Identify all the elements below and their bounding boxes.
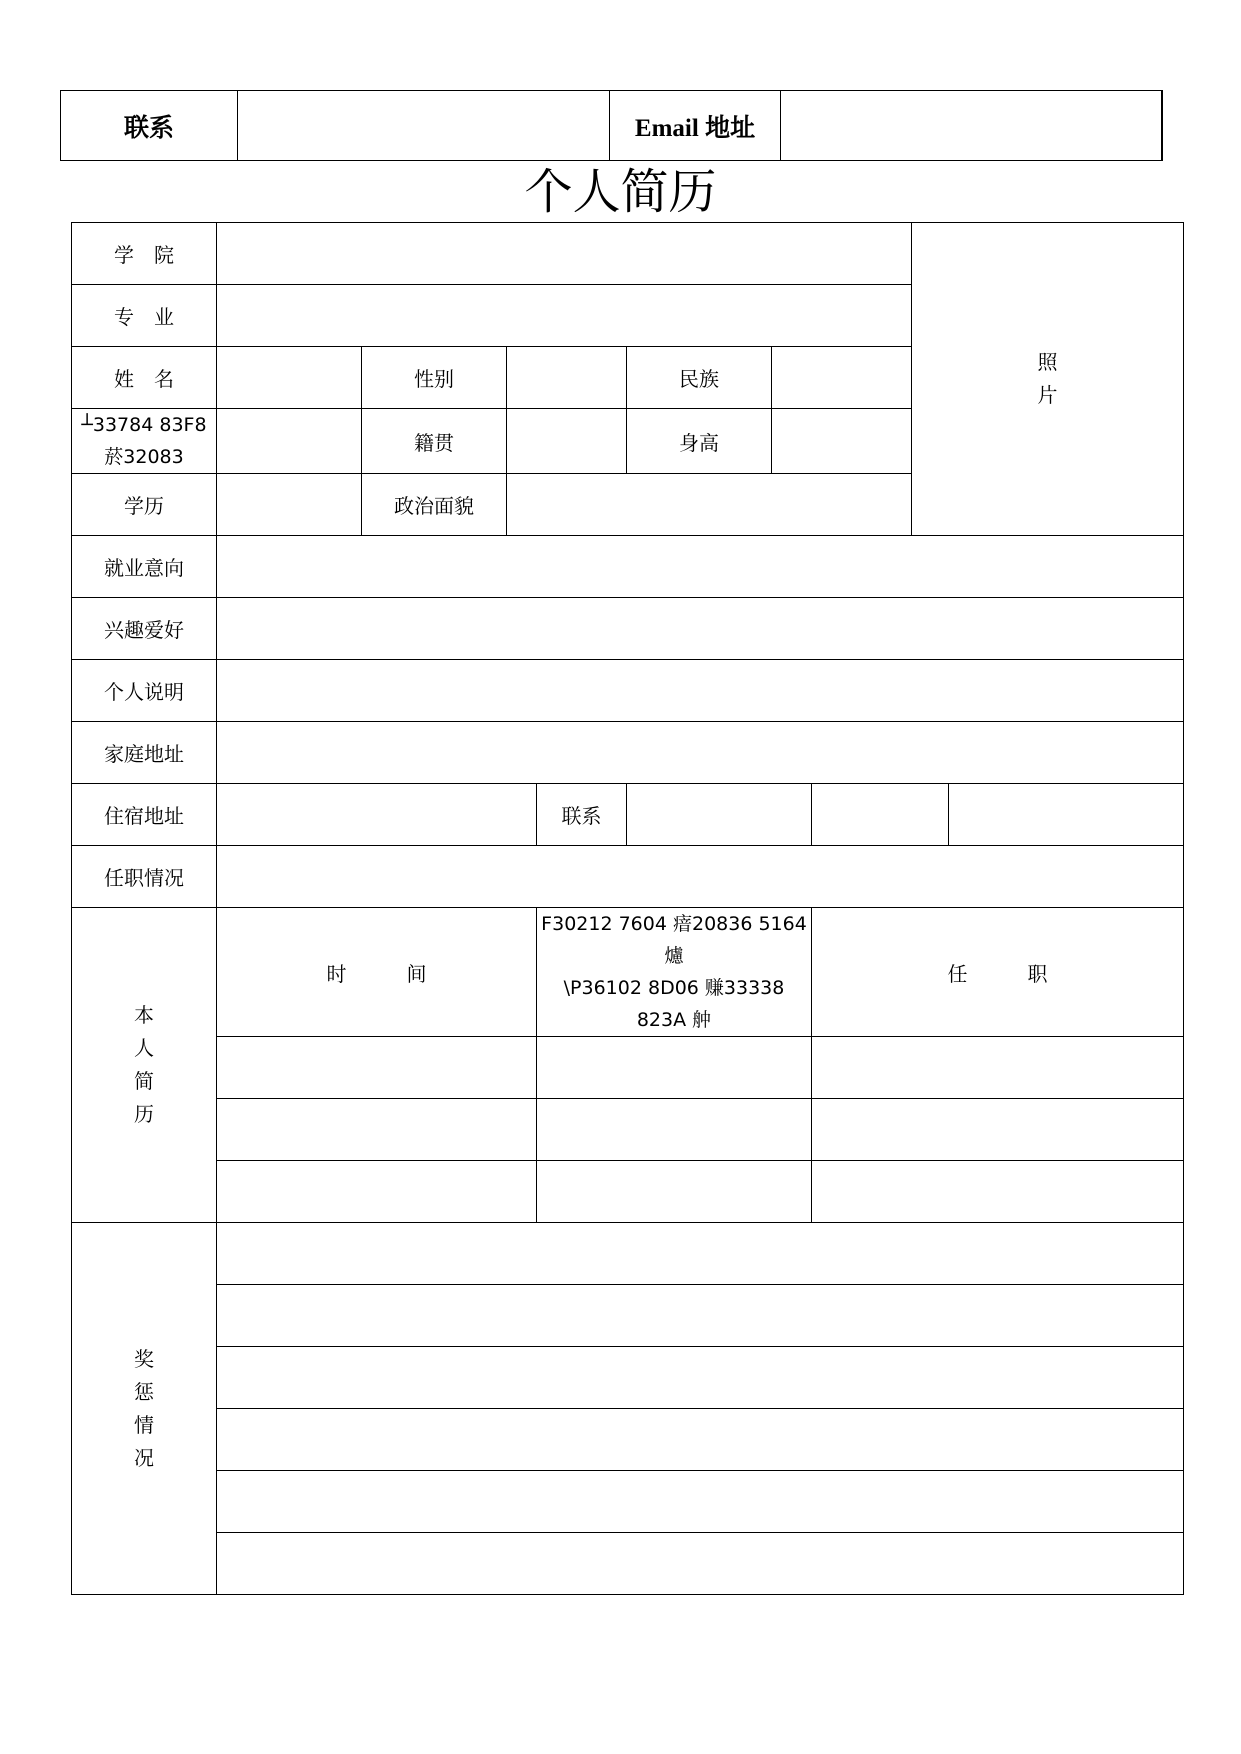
resume-row-3-position-cell[interactable]: [812, 1161, 1184, 1223]
dorm-contact-value-cell[interactable]: [627, 784, 812, 846]
awards-row-5-cell[interactable]: [217, 1471, 1184, 1533]
gender-value-cell[interactable]: [507, 347, 627, 409]
name-value-cell[interactable]: [217, 347, 362, 409]
college-value-cell[interactable]: [217, 223, 912, 285]
contact-value-cell[interactable]: [238, 91, 610, 161]
dorm-contact-extra-cell-1[interactable]: [812, 784, 949, 846]
awards-section-char-1: 奖: [134, 1346, 154, 1371]
education-value-cell[interactable]: [217, 474, 362, 536]
resume-section-char-1: 本: [134, 1003, 154, 1027]
birth-date-label-line1: ┴33784 83F8: [81, 414, 207, 436]
contact-label: 联系: [61, 91, 238, 161]
home-address-value-cell[interactable]: [217, 722, 1184, 784]
awards-section-char-3: 情: [134, 1412, 154, 1437]
major-label: 专 业: [72, 285, 217, 347]
resume-row-2-mid-cell[interactable]: [537, 1099, 812, 1161]
birth-date-value-cell[interactable]: [217, 409, 362, 474]
resume-table: [71, 222, 1184, 1595]
job-intention-label: 就业意向: [72, 536, 217, 598]
resume-mid-header: [537, 908, 812, 1037]
awards-section-char-4: 况: [134, 1445, 154, 1470]
resume-row-1-mid-cell[interactable]: [537, 1037, 812, 1099]
resume-row-1-position-cell[interactable]: [812, 1037, 1184, 1099]
resume-row-3-time-cell[interactable]: [217, 1161, 537, 1223]
political-status-value-cell[interactable]: [507, 474, 912, 536]
resume-time-header: 时 间: [217, 908, 537, 1037]
resume-row-3-mid-cell[interactable]: [537, 1161, 812, 1223]
email-label: Email 地址: [610, 91, 781, 161]
college-label: 学 院: [72, 223, 217, 285]
dorm-contact-extra-cell-2[interactable]: [949, 784, 1184, 846]
email-value-cell[interactable]: [781, 91, 1162, 161]
resume-mid-header-line2: \P36102 8D06 赚33338 823A 舯: [563, 977, 785, 1031]
dorm-address-label: 住宿地址: [72, 784, 217, 846]
personal-statement-value-cell[interactable]: [217, 660, 1184, 722]
native-place-label: 籍贯: [362, 409, 507, 474]
dorm-contact-label: 联系: [537, 784, 627, 846]
education-label: 学历: [72, 474, 217, 536]
hobbies-label: 兴趣爱好: [72, 598, 217, 660]
contact-header-table: [60, 90, 1163, 161]
resume-row-2-time-cell[interactable]: [217, 1099, 537, 1161]
photo-cell[interactable]: [912, 223, 1184, 536]
awards-row-4-cell[interactable]: [217, 1409, 1184, 1471]
resume-section-char-3: 简: [134, 1069, 154, 1093]
major-value-cell[interactable]: [217, 285, 912, 347]
positions-held-value-cell[interactable]: [217, 846, 1184, 908]
ethnicity-label: 民族: [627, 347, 772, 409]
birth-date-label-line2: 菸32083: [104, 446, 184, 468]
awards-section-label: [72, 1223, 217, 1595]
hobbies-value-cell[interactable]: [217, 598, 1184, 660]
resume-section-label: [72, 908, 217, 1223]
positions-held-label: 任职情况: [72, 846, 217, 908]
home-address-label: 家庭地址: [72, 722, 217, 784]
page-title: 个人简历: [524, 164, 717, 220]
height-label: 身高: [627, 409, 772, 474]
height-value-cell[interactable]: [772, 409, 912, 474]
awards-section-char-2: 惩: [134, 1379, 154, 1404]
job-intention-value-cell[interactable]: [217, 536, 1184, 598]
dorm-address-value-cell[interactable]: [217, 784, 537, 846]
awards-row-3-cell[interactable]: [217, 1347, 1184, 1409]
resume-position-header: 任 职: [812, 908, 1184, 1037]
name-label: 姓 名: [72, 347, 217, 409]
awards-row-6-cell[interactable]: [217, 1533, 1184, 1595]
birth-date-label: [72, 409, 217, 474]
ethnicity-value-cell[interactable]: [772, 347, 912, 409]
resume-section-char-4: 历: [134, 1102, 154, 1126]
resume-section-char-2: 人: [134, 1036, 154, 1060]
gender-label: 性别: [362, 347, 507, 409]
resume-row-1-time-cell[interactable]: [217, 1037, 537, 1099]
personal-statement-label: 个人说明: [72, 660, 217, 722]
resume-row-2-position-cell[interactable]: [812, 1099, 1184, 1161]
awards-row-2-cell[interactable]: [217, 1285, 1184, 1347]
political-status-label: 政治面貌: [362, 474, 507, 536]
awards-row-1-cell[interactable]: [217, 1223, 1184, 1285]
native-place-value-cell[interactable]: [507, 409, 627, 474]
photo-label-line2: 片: [1037, 383, 1058, 407]
resume-mid-header-line1: F30212 7604 瘖20836 5164 爈: [541, 913, 807, 967]
photo-label-line1: 照: [1037, 350, 1058, 374]
